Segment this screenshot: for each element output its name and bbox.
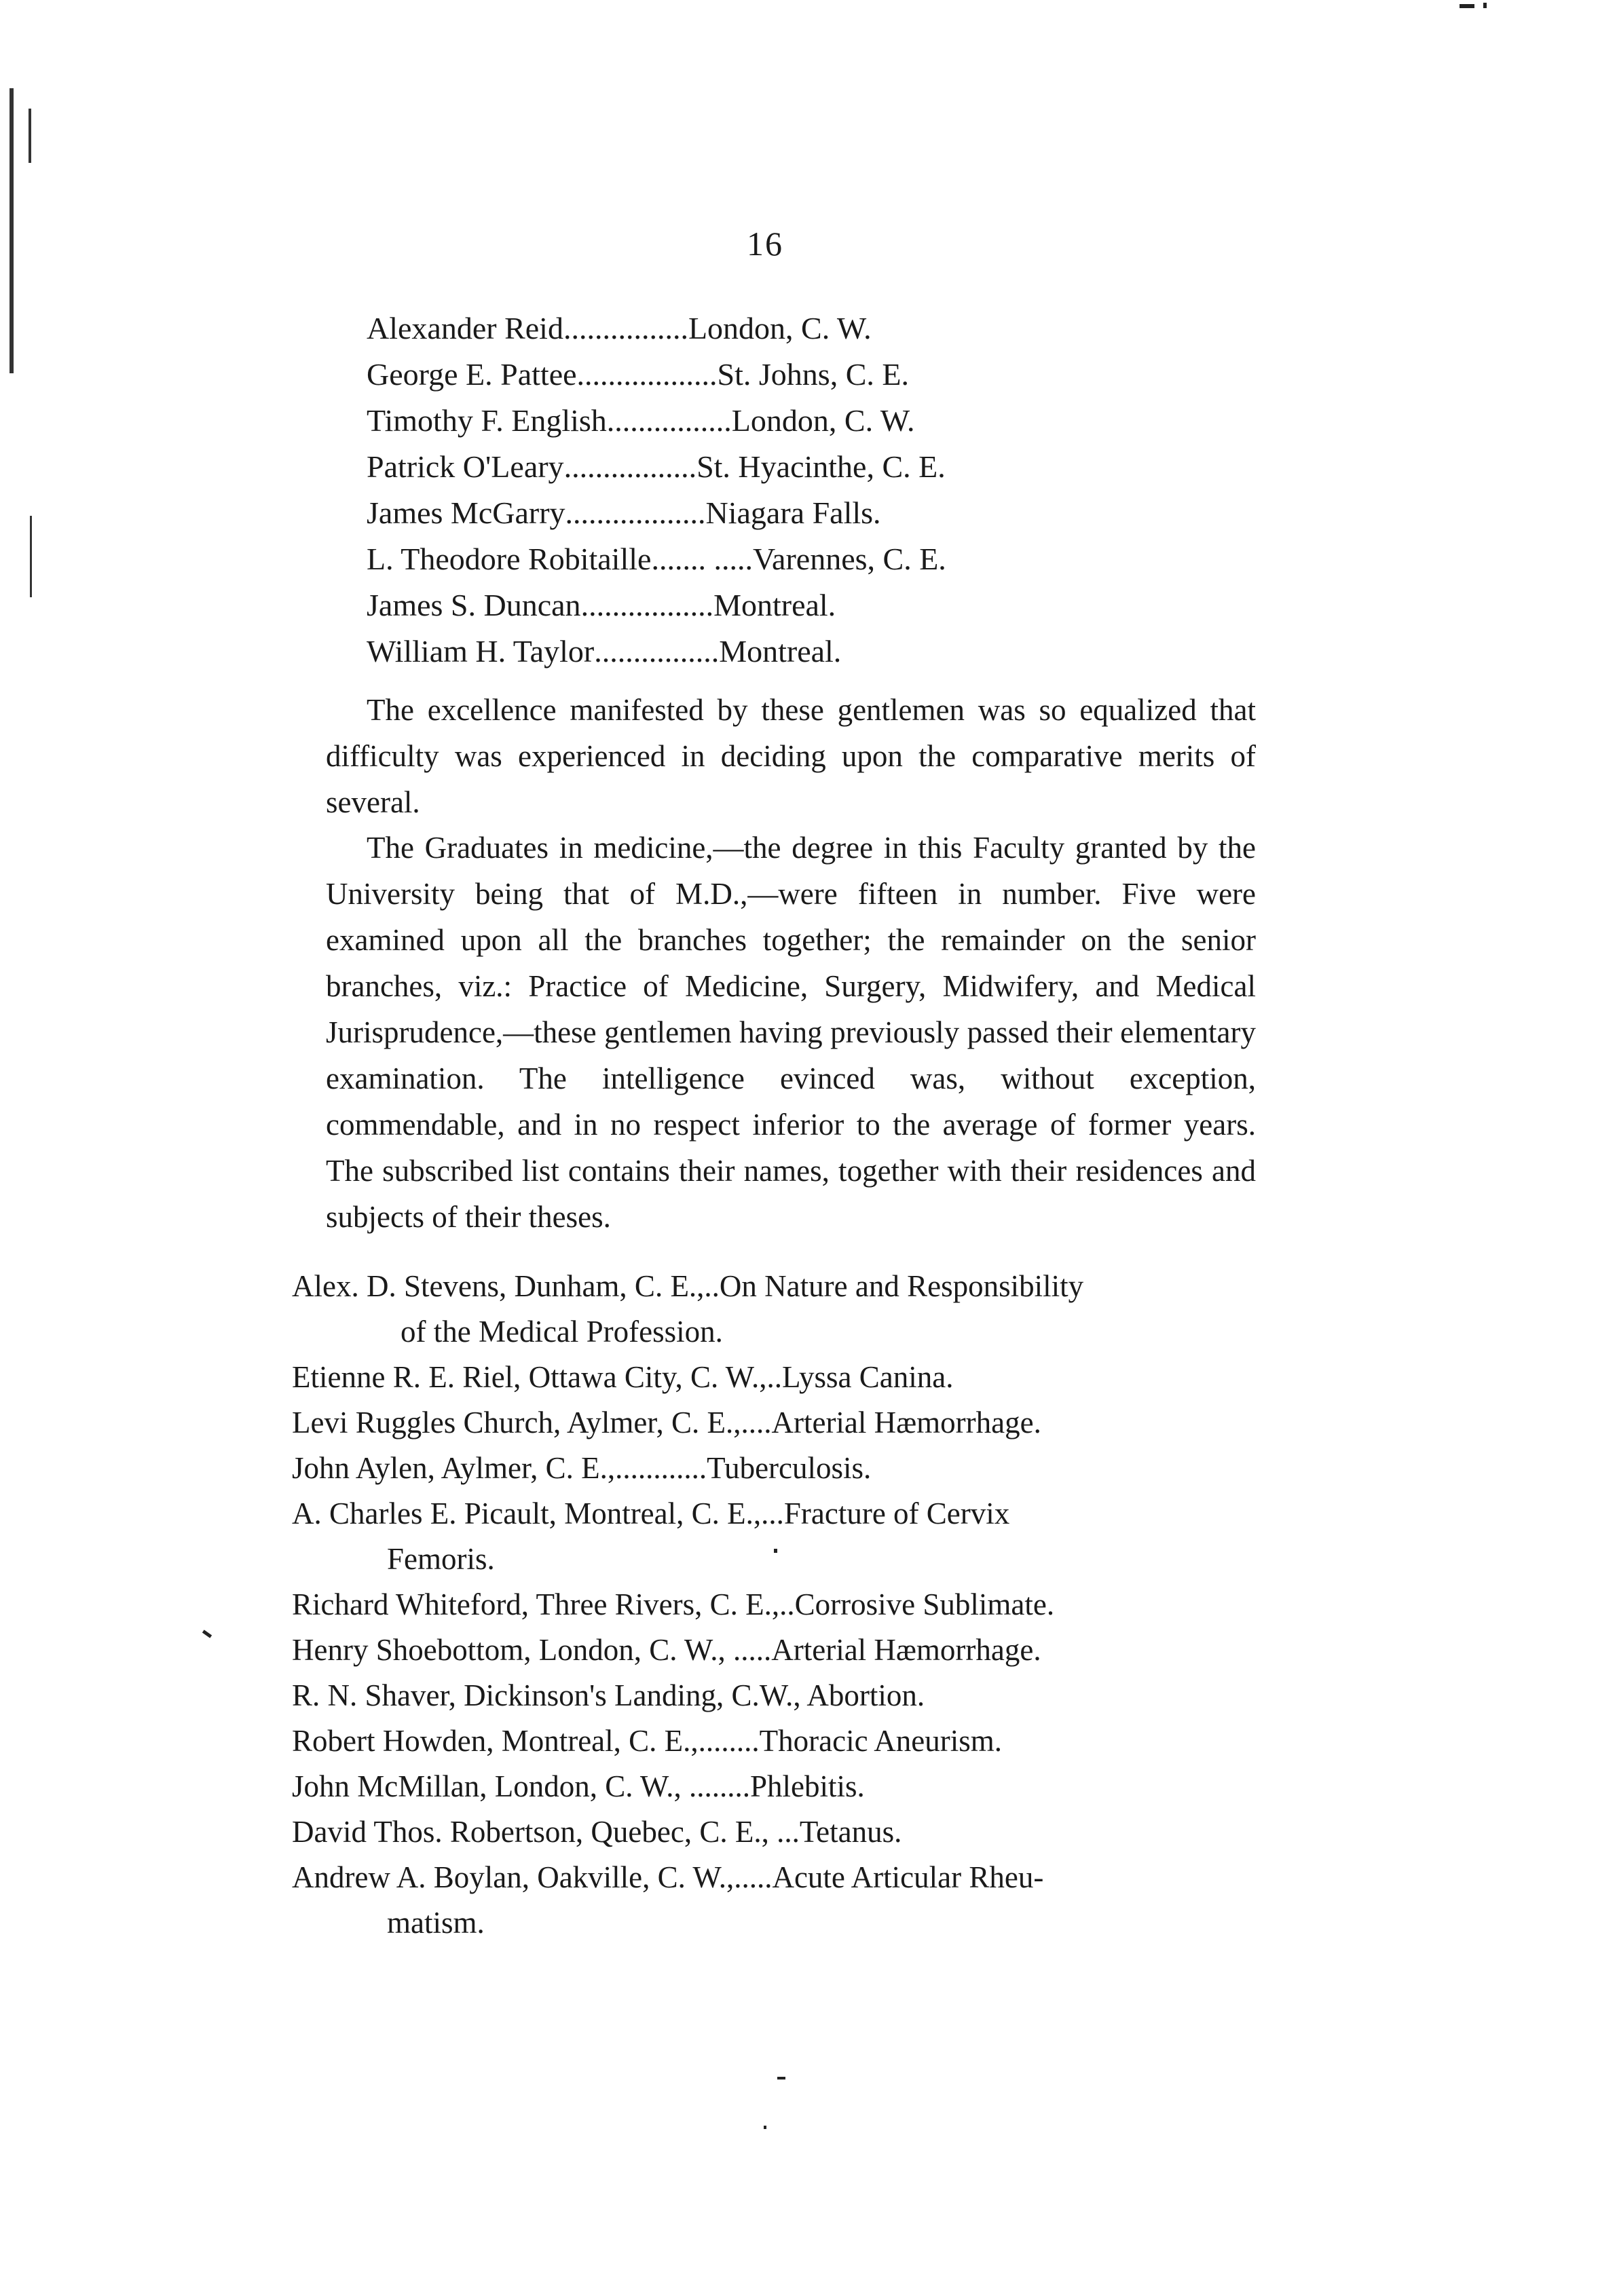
residence: London, C. W. (731, 403, 915, 438)
ink-speck (1483, 3, 1487, 8)
graduate-entry: Henry Shoebottom, London, C. W., .....Arterial Hæmorrhage. (292, 1633, 1041, 1667)
person-name: Alexander Reid (367, 311, 563, 345)
person-name: William H. Taylor (367, 634, 595, 669)
list-item (292, 1582, 1269, 1627)
page-number: 16 (747, 225, 783, 263)
leader-dots: ....... ..... (651, 542, 753, 576)
graduate-entry: David Thos. Robertson, Quebec, C. E., ...Tetanus. (292, 1815, 902, 1849)
leader-dots: ................ (563, 311, 688, 345)
entry-continuation: of the Medical Profession. (401, 1315, 723, 1349)
ink-speck (764, 2126, 766, 2129)
person-name: James McGarry (367, 495, 565, 530)
list-item (292, 1855, 1269, 1946)
residence: Niagara Falls. (705, 495, 881, 530)
list-item (367, 490, 1263, 536)
residence: St. Johns, C. E. (717, 357, 909, 392)
list-item (292, 1264, 1269, 1355)
graduate-entry: Alex. D. Stevens, Dunham, C. E.,..On Nature and Responsibility (292, 1269, 1084, 1303)
graduate-entry: Andrew A. Boylan, Oakville, C. W.,.....Acute Articular Rheu- (292, 1860, 1044, 1894)
graduate-entry: Richard Whiteford, Three Rivers, C. E.,..Corrosive Sublimate. (292, 1587, 1055, 1621)
entry-continuation: matism. (387, 1906, 485, 1940)
residence: St. Hyacinthe, C. E. (696, 449, 946, 484)
graduate-entry: R. N. Shaver, Dickinson's Landing, C.W., Abortion. (292, 1678, 925, 1712)
list-item (367, 398, 1263, 444)
residence: Varennes, C. E. (752, 542, 946, 576)
ink-speck (774, 1549, 777, 1553)
leader-dots: .................. (576, 357, 718, 392)
graduates-list (292, 1264, 1269, 1946)
leader-dots: ................. (563, 449, 697, 484)
binding-edge-mark (10, 88, 14, 373)
list-item (367, 536, 1263, 582)
list-item (367, 582, 1263, 628)
person-name: James S. Duncan (367, 588, 581, 622)
list-item (292, 1809, 1269, 1855)
leader-dots: ................. (580, 588, 714, 622)
ink-speck (1460, 4, 1474, 8)
graduate-entry: John McMillan, London, C. W., ........Phlebitis. (292, 1769, 865, 1803)
list-item (292, 1673, 1269, 1718)
leader-dots: ................ (606, 403, 732, 438)
residence: Montreal. (713, 588, 836, 622)
graduate-entry: Robert Howden, Montreal, C. E.,........Thoracic Aneurism. (292, 1724, 1003, 1758)
list-item (292, 1764, 1269, 1809)
leader-dots: .................. (565, 495, 706, 530)
list-item (367, 628, 1263, 675)
list-item (292, 1355, 1269, 1400)
ink-speck (202, 1630, 212, 1638)
list-item (292, 1718, 1269, 1764)
person-name: George E. Pattee (367, 357, 577, 392)
body-paragraph: The excellence manifested by these gentlemen was so equalized that difficulty was experienced in deciding upon the comparative merits of several. (326, 693, 1256, 819)
residence: Montreal. (719, 634, 842, 669)
graduate-entry: Levi Ruggles Church, Aylmer, C. E.,....Arterial Hæmorrhage. (292, 1406, 1041, 1439)
graduate-entry: Etienne R. E. Riel, Ottawa City, C. W.,..Lyssa Canina. (292, 1360, 954, 1394)
person-name: Patrick O'Leary (367, 449, 564, 484)
list-item (292, 1400, 1269, 1446)
binding-edge-mark (30, 516, 32, 597)
graduate-entry: John Aylen, Aylmer, C. E.,............Tuberculosis. (292, 1451, 872, 1485)
entry-continuation: Femoris. (387, 1542, 495, 1576)
list-item (367, 352, 1263, 398)
list-item (292, 1627, 1269, 1673)
list-item (367, 305, 1263, 352)
person-name: Timothy F. English (367, 403, 607, 438)
list-item (292, 1446, 1269, 1491)
body-paragraph: The Graduates in medicine,—the degree in this Faculty granted by the University being that of M.D.,—were fifteen in number. Five were examined upon all the branches together; the remainder on the senior branches, viz.: Practice of Medicine, Surgery, Midwifery, and Medical Jurisprudence,—these gentlemen having previously passed their elementary examination. The intelligence evinced was, without exception, commendable, and in no respect inferior to the average of former years. The subscribed list contains their names, together with their residences and subjects of their theses. (326, 831, 1256, 1234)
list-item (367, 444, 1263, 490)
prize-list (367, 305, 1263, 675)
person-name: L. Theodore Robitaille (367, 542, 652, 576)
ink-speck (777, 2077, 785, 2079)
graduate-entry: A. Charles E. Picault, Montreal, C. E.,...Fracture of Cervix (292, 1497, 1010, 1530)
residence: London, C. W. (688, 311, 872, 345)
list-item (292, 1491, 1269, 1582)
leader-dots: ................ (594, 634, 720, 669)
binding-edge-mark (29, 109, 31, 163)
